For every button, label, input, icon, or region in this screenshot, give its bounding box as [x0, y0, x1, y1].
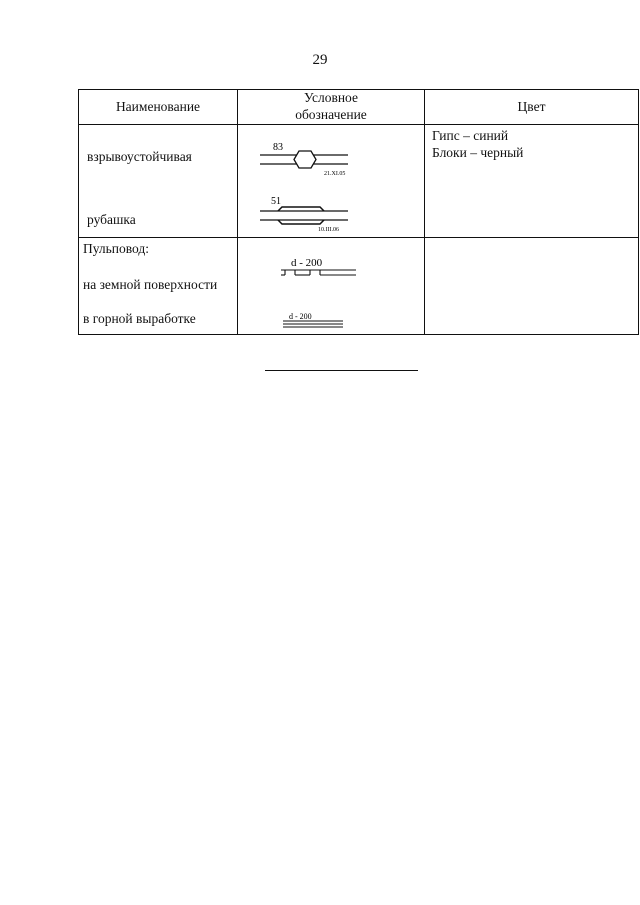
item-in-mine-working: в горной выработке — [83, 311, 196, 326]
color-blocks: Блоки – черный — [432, 145, 524, 160]
legend-table — [78, 89, 639, 335]
color-cell — [425, 125, 639, 238]
symbol-date-2: 10.III.06 — [318, 227, 339, 233]
table-header-row — [79, 90, 639, 125]
mine-pipeline-icon — [238, 238, 424, 334]
symbol-cell — [238, 125, 425, 238]
symbol-label-83: 83 — [273, 142, 283, 153]
color-gypsum: Гипс – синий — [432, 128, 509, 143]
color-cell-empty — [425, 238, 639, 335]
header-symbol-line2: обозначение — [295, 107, 367, 122]
separator-line — [265, 370, 418, 371]
symbol-date-1: 21.XI.05 — [324, 171, 346, 177]
header-name: Наименование — [79, 90, 238, 125]
symbol-label-51: 51 — [271, 196, 281, 207]
jacket-pipe-icon — [238, 125, 424, 237]
symbol-cell — [238, 238, 425, 335]
surface-pipe-label: d - 200 — [291, 257, 323, 269]
table-row — [79, 238, 639, 335]
header-color: Цвет — [425, 90, 639, 125]
page-number: 29 — [312, 52, 328, 68]
name-cell — [79, 125, 238, 238]
table-row — [79, 125, 639, 238]
item-on-surface: на земной поверхности — [83, 277, 218, 292]
item-jacket: рубашка — [87, 212, 136, 227]
header-symbol-line1: Условное — [304, 90, 358, 106]
header-symbol — [238, 90, 425, 125]
mine-pipe-label: d - 200 — [289, 312, 312, 321]
item-pulp-pipeline: Пульповод: — [83, 241, 150, 256]
item-explosion-proof: взрывоустойчивая — [87, 149, 192, 164]
name-cell — [79, 238, 238, 335]
